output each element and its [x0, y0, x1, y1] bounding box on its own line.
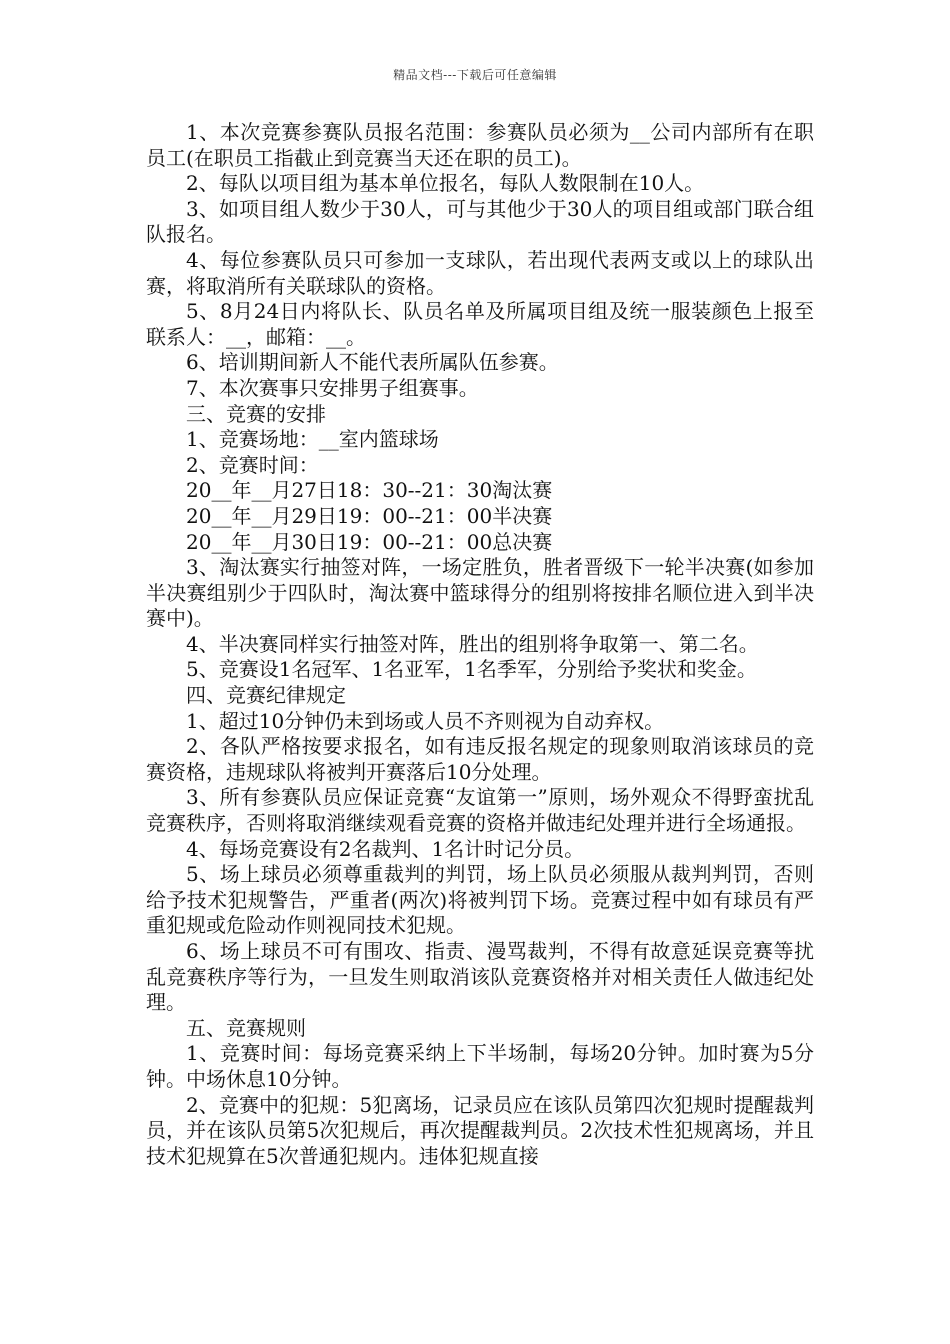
section-heading: 四、竞赛纪律规定 — [186, 683, 346, 708]
paragraph: 6、场上球员不可有围攻、指责、漫骂裁判，不得有故意延误竞赛等扰乱竞赛秩序等行为，一旦发生则取消该队竞赛资格并对相关责任人做违纪处理。 — [146, 939, 814, 1015]
paragraph: 3、如项目组人数少于30人，可与其他少于30人的项目组或部门联合组队报名。 — [146, 196, 814, 247]
paragraph: 5、竞赛设1名冠军、1名亚军，1名季军，分别给予奖状和奖金。 — [186, 657, 757, 682]
paragraph: 5、8月24日内将队长、队员名单及所属项目组及统一服装颜色上报至联系人：__，邮箱：__。 — [146, 299, 814, 349]
paragraph: 2、竞赛中的犯规：5犯离场，记录员应在该队员第四次犯规时提醒裁判员，并在该队员第5次犯规后，再次提醒裁判员。2次技术性犯规离场，并且技术犯规算在5次普通犯规内。违体犯规直接 — [146, 1092, 814, 1168]
paragraph: 1、超过10分钟仍未到场或人员不齐则视为自动弃权。 — [186, 708, 665, 733]
section-heading: 五、竞赛规则 — [186, 1015, 306, 1040]
paragraph: 3、所有参赛队员应保证竞赛“友谊第一”原则，场外观众不得野蛮扰乱竞赛秩序，否则将取消继续观看竞赛的资格并做违纪处理并进行全场通报。 — [146, 785, 814, 836]
paragraph: 5、场上球员必须尊重裁判的判罚，场上队员必须服从裁判判罚，否则给予技术犯规警告，严重者(两次)将被判罚下场。竞赛过程中如有球员有严重犯规或危险动作则视同技术犯规。 — [146, 862, 814, 938]
paragraph: 4、半决赛同样实行抽签对阵，胜出的组别将争取第一、第二名。 — [186, 631, 759, 656]
paragraph: 4、每位参赛队员只可参加一支球队，若出现代表两支或以上的球队出赛，将取消所有关联球队的资格。 — [146, 247, 814, 298]
paragraph: 1、竞赛场地：__室内篮球场 — [186, 427, 439, 452]
paragraph: 1、竞赛时间：每场竞赛采纳上下半场制，每场20分钟。加时赛为5分钟。中场休息10分钟。 — [146, 1041, 814, 1091]
schedule-line: 20__年__月27日18：30--21：30淘汰赛 — [186, 478, 553, 503]
paragraph: 6、培训期间新人不能代表所属队伍参赛。 — [186, 350, 559, 375]
schedule-line: 20__年__月29日19：00--21：00半决赛 — [186, 503, 553, 528]
schedule-line: 20__年__月30日19：00--21：00总决赛 — [186, 529, 553, 554]
section-heading: 三、竞赛的安排 — [186, 401, 326, 426]
paragraph: 3、淘汰赛实行抽签对阵，一场定胜负，胜者晋级下一轮半决赛(如参加半决赛组别少于四队时，淘汰赛中篮球得分的组别将按排名顺位进入到半决赛中)。 — [146, 555, 814, 631]
paragraph: 1、本次竞赛参赛队员报名范围：参赛队员必须为__公司内部所有在职员工(在职员工指截止到竞赛当天还在职的员工)。 — [146, 120, 814, 170]
document-body — [146, 120, 814, 1169]
page-header: 精品文档---下载后可任意编辑 — [393, 68, 557, 82]
paragraph: 4、每场竞赛设有2名裁判、1名计时记分员。 — [186, 836, 585, 861]
paragraph: 2、每队以项目组为基本单位报名，每队人数限制在10人。 — [186, 171, 705, 196]
paragraph: 2、竞赛时间： — [186, 452, 319, 477]
paragraph: 7、本次赛事只安排男子组赛事。 — [186, 375, 479, 400]
paragraph: 2、各队严格按要求报名，如有违反报名规定的现象则取消该球员的竞赛资格，违规球队将被判开赛落后10分处理。 — [146, 734, 814, 784]
